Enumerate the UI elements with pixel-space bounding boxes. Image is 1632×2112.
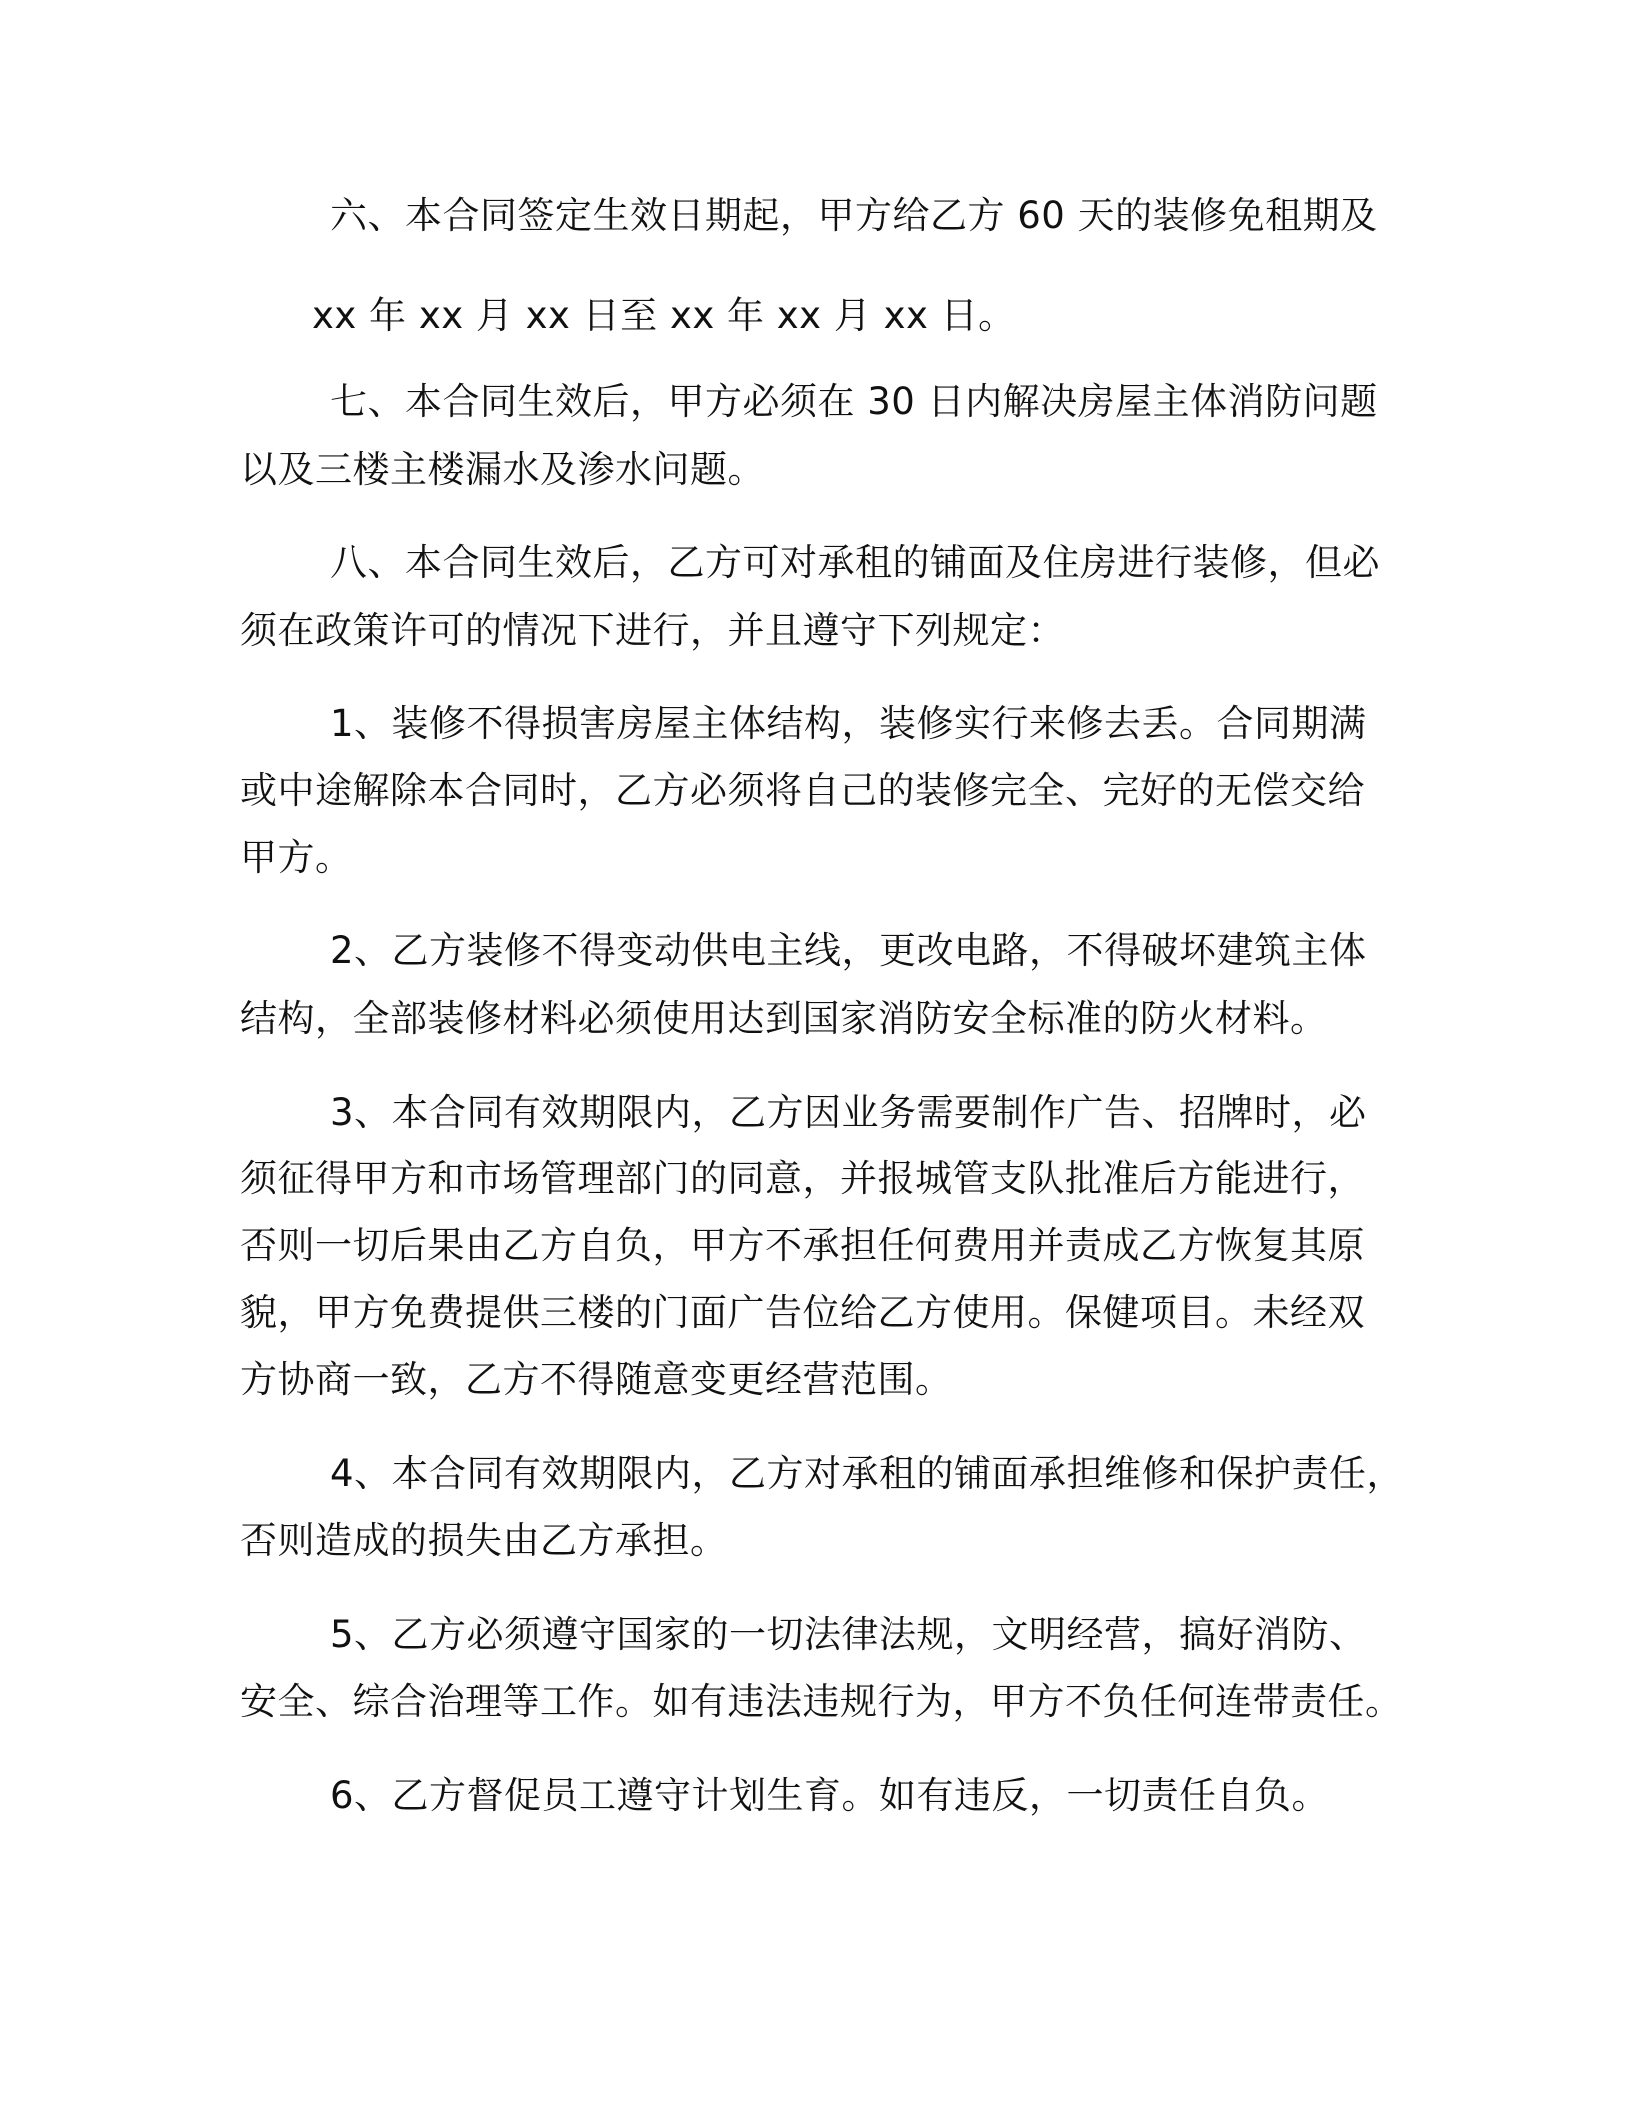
clause-6-line-1: 六、本合同签定生效日期起，甲方给乙方 60 天的装修免租期及 xyxy=(330,194,1378,237)
rule-5-line-1: 5、乙方必须遵守国家的一切法律法规，文明经营，搞好消防、 xyxy=(330,1613,1367,1656)
rule-4-line-1: 4、本合同有效期限内，乙方对承租的铺面承担维修和保护责任， xyxy=(330,1452,1405,1495)
clause-8-line-1: 八、本合同生效后，乙方可对承租的铺面及住房进行装修，但必 xyxy=(330,541,1380,584)
clause-6-line-2: xx 年 xx 月 xx 日至 xx 年 xx 月 xx 日。 xyxy=(312,294,1016,337)
rule-2-line-2: 结构，全部装修材料必须使用达到国家消防安全标准的防火材料。 xyxy=(240,997,1328,1040)
rule-1-line-1: 1、装修不得损害房屋主体结构，装修实行来修去丢。合同期满 xyxy=(330,702,1367,745)
rule-1-line-2: 或中途解除本合同时，乙方必须将自己的装修完全、完好的无偿交给 xyxy=(240,769,1365,812)
clause-7-line-1: 七、本合同生效后，甲方必须在 30 日内解决房屋主体消防问题 xyxy=(330,380,1378,423)
rule-2-line-1: 2、乙方装修不得变动供电主线，更改电路，不得破坏建筑主体 xyxy=(330,929,1367,972)
rule-3-line-2: 须征得甲方和市场管理部门的同意，并报城管支队批准后方能进行， xyxy=(240,1157,1365,1200)
rule-3-line-3: 否则一切后果由乙方自负，甲方不承担任何费用并责成乙方恢复其原 xyxy=(240,1224,1365,1267)
rule-4-line-2: 否则造成的损失由乙方承担。 xyxy=(240,1519,728,1562)
rule-3-line-4: 貌，甲方免费提供三楼的门面广告位给乙方使用。保健项目。未经双 xyxy=(240,1291,1365,1334)
rule-1-line-3: 甲方。 xyxy=(240,836,353,879)
rule-3-line-1: 3、本合同有效期限内，乙方因业务需要制作广告、招牌时，必 xyxy=(330,1091,1367,1134)
clause-8-line-2: 须在政策许可的情况下进行，并且遵守下列规定： xyxy=(240,609,1065,652)
rule-6-line-1: 6、乙方督促员工遵守计划生育。如有违反，一切责任自负。 xyxy=(330,1774,1330,1817)
rule-3-line-5: 方协商一致，乙方不得随意变更经营范围。 xyxy=(240,1358,953,1401)
rule-5-line-2: 安全、综合治理等工作。如有违法违规行为，甲方不负任何连带责任。 xyxy=(240,1680,1403,1723)
clause-7-line-2: 以及三楼主楼漏水及渗水问题。 xyxy=(240,448,765,491)
